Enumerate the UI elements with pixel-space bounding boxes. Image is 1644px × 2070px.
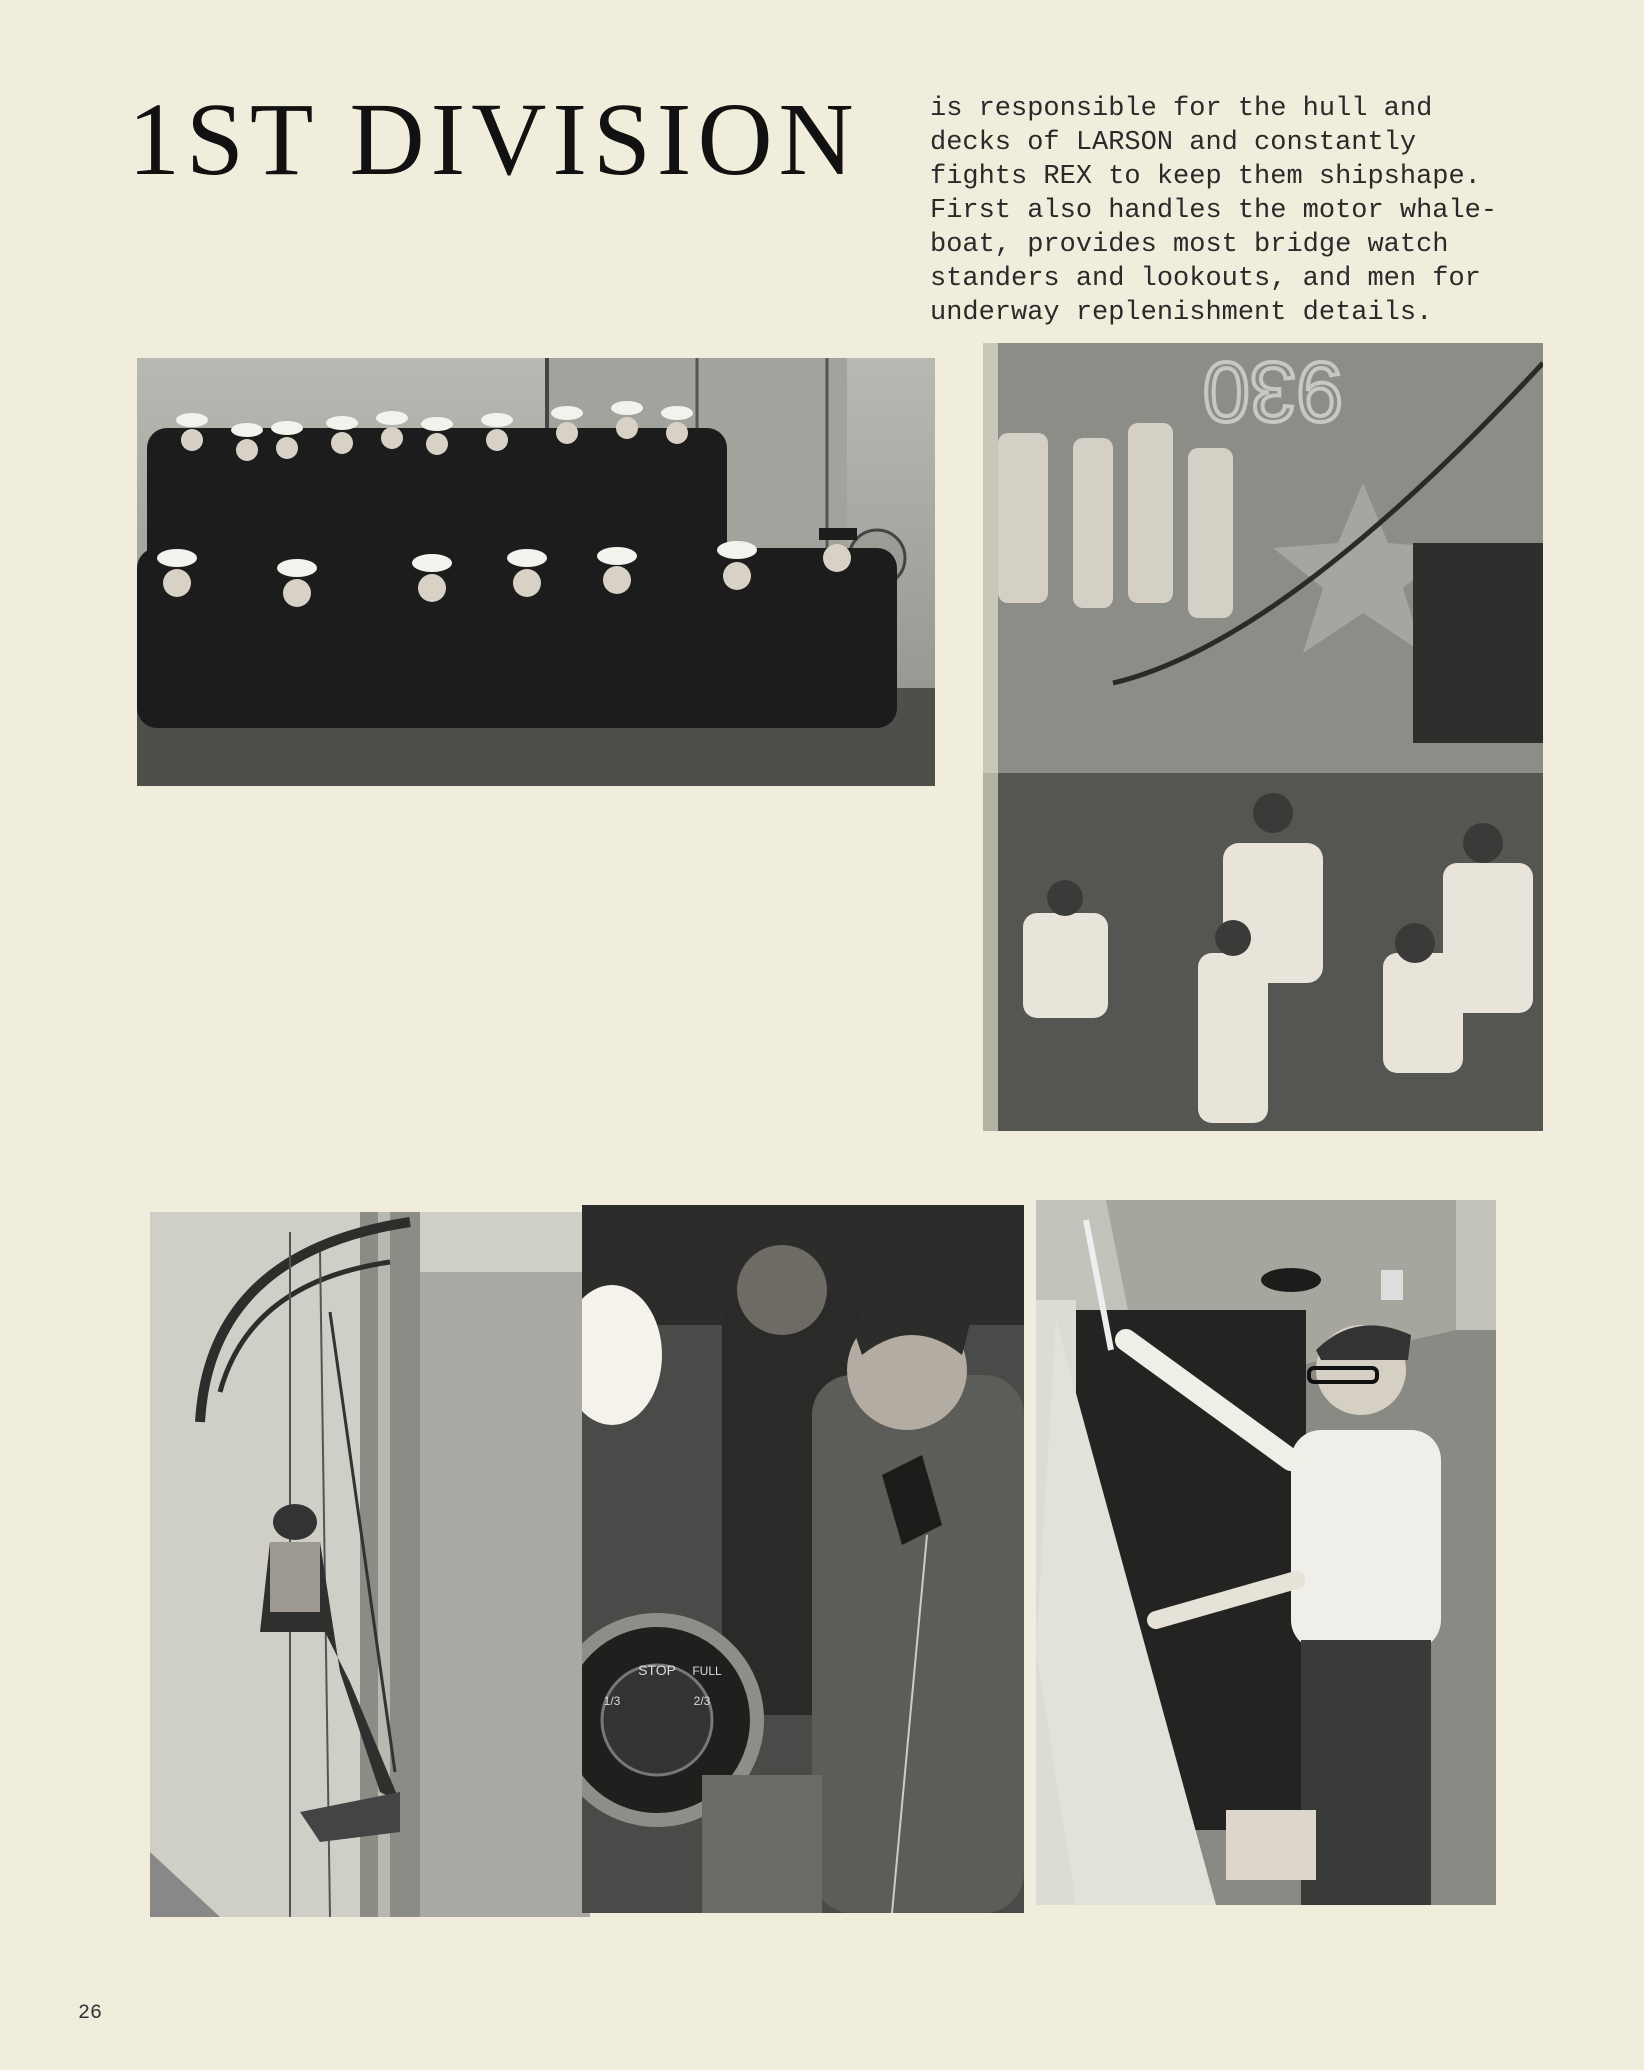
telegraph-dial-label: 1/3 (603, 1694, 621, 1708)
intro-line: is responsible for the hull and (930, 94, 1433, 124)
deck-number: 930 (1202, 345, 1344, 439)
telegraph-dial-label: 2/3 (693, 1694, 711, 1708)
painting-sailor-photo (1036, 1200, 1496, 1905)
intro-line: decks of LARSON and constantly (930, 128, 1417, 158)
page-number: 26 (78, 2002, 103, 2025)
intro-line: fights REX to keep them shipshape. (930, 162, 1481, 192)
deck-crew-photo (983, 343, 1543, 1131)
intro-line: First also handles the motor whale- (930, 196, 1498, 226)
intro-line: boat, provides most bridge watch (930, 230, 1449, 260)
intro-line: underway replenishment details. (930, 298, 1433, 328)
group-photo (137, 358, 935, 786)
intro-line: standers and lookouts, and men for (930, 264, 1481, 294)
mast-climber-photo (150, 1212, 590, 1917)
intro-text (930, 92, 1498, 330)
page-title: 1ST DIVISION (128, 82, 860, 197)
telegraph-dial-label: FULL (692, 1664, 722, 1678)
bridge-watch-photo (582, 1205, 1024, 1913)
telegraph-dial-label: STOP (638, 1662, 676, 1678)
